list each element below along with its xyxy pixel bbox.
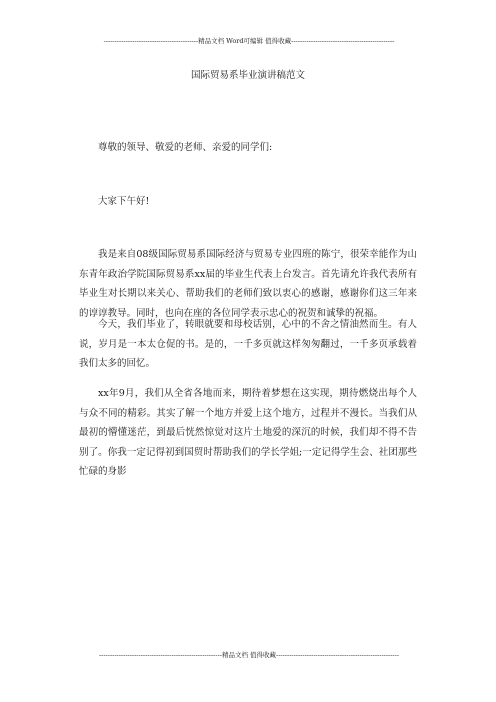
salutation: 尊敬的领导、敬爱的老师、亲爱的同学们: <box>98 142 273 153</box>
page-header: -------------------------------------------精品文档 Word可编辑 值得收藏----------------------------------------------- <box>103 37 395 45</box>
paragraph-2: 今天，我们毕业了，转眼就要和母校话别，心中的不舍之情油然而生。有人说，岁月是一本太仓促的书。是的，一千多页就这样匆匆翻过，一千多页承载着我们太多的回忆。 <box>79 319 417 369</box>
paragraph-3: xx年9月，我们从全省各地而来，期待着梦想在这实现，期待燃烧出每个人与众不同的精彩。其实了解一个地方并爱上这个地方，过程并不漫长。当我们从最初的懵懂迷茫，到最后恍然惊觉对这片土地爱的深沉的时候，我们却不得不告别了。你我一定记得初到国贸时帮助我们的学长学姐;一定记得学生会、社团那些忙碌的身影 <box>79 388 417 477</box>
greeting: 大家下午好! <box>98 196 150 207</box>
paragraph-1: 我是来自08级国际贸易系国际经济与贸易专业四班的陈宁，很荣幸能作为山东青年政治学院国际贸易系xx届的毕业生代表上台发言。首先请允许我代表所有毕业生对长期以来关心、帮助我们的老师们致以衷心的感谢，感谢你们这三年来的谆谆教导。同时，也向在座的各位同学表示忠心的祝贺和诚挚的祝福。 <box>79 249 417 319</box>
document-title: 国际贸易系毕业演讲稿范文 <box>190 70 305 81</box>
page-footer: --------------------------------------------------------精品文档 值得收藏-------------------------------------------------------- <box>98 651 400 659</box>
